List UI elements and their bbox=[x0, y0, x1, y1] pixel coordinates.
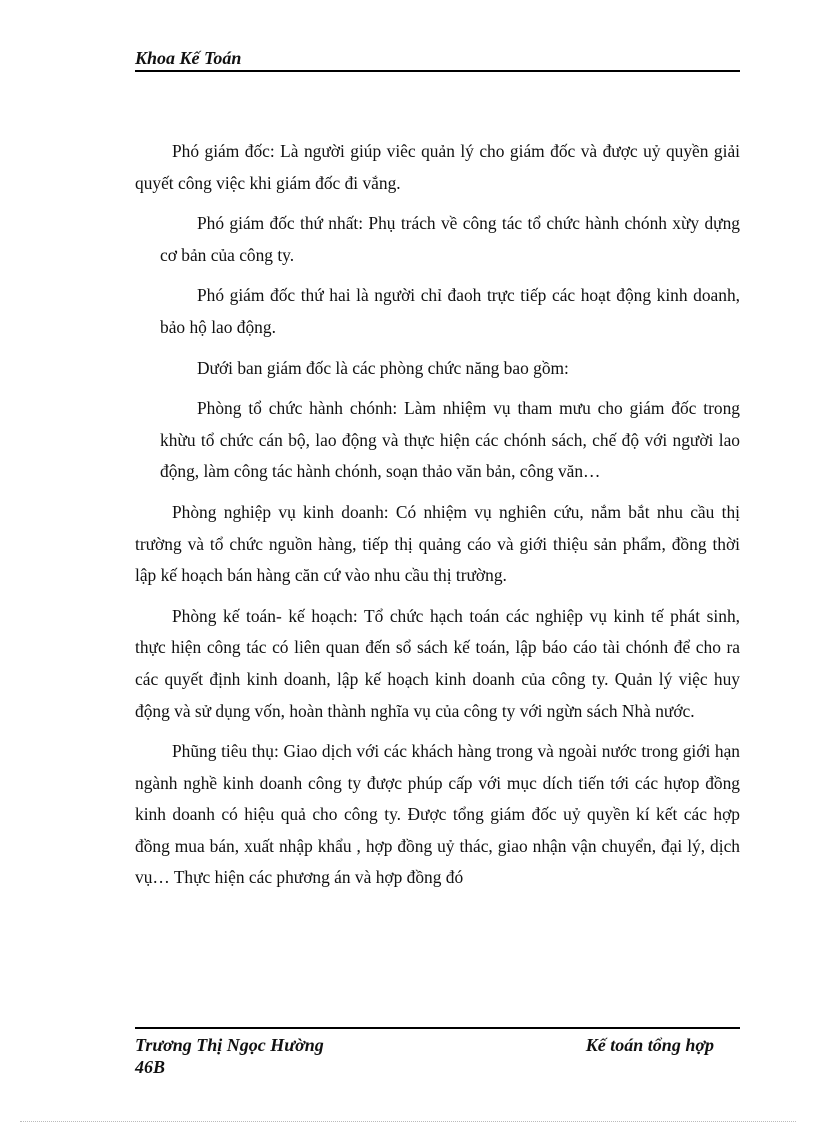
department-title: Khoa Kế Toán bbox=[135, 48, 242, 68]
paragraph-sales-department: Phũng tiêu thụ: Giao dịch với các khách hàng trong và ngoài nước trong giới hạn ngành nghề kinh doanh công ty được phúp cấp với mục dích tiến tới các hựop đồng kinh doanh có hiệu quả cho công ty. Được tổng giám đốc uỷ quyền kí kết các hợp đồng mua bán, xuất nhập khẩu , hợp đồng uỷ thác, giao nhận vận chuyển, đại lý, dịch vụ… Thực hiện các phương án và hợp đồng đó bbox=[135, 741, 740, 888]
paragraph-first-vice-director: Phó giám đốc thứ nhất: Phụ trách về công tác tổ chức hành chónh xừy dựng cơ bản của công ty. bbox=[160, 213, 740, 265]
paragraph-admin-department: Phòng tổ chức hành chónh: Làm nhiệm vụ tham mưu cho giám đốc trong khừu tổ chức cán bộ, lao động và thực hiện các chónh sách, chế độ với người lao động, làm công tác hành chónh, soạn thảo văn bản, công văn… bbox=[160, 398, 740, 482]
document-body bbox=[135, 136, 740, 903]
paragraph-second-vice-director: Phó giám đốc thứ hai là người chỉ đaoh trực tiếp các hoạt động kinh doanh, bảo hộ lao động. bbox=[160, 285, 740, 337]
page-edge-divider bbox=[20, 1121, 796, 1122]
page-header bbox=[135, 48, 740, 72]
class-code: 46B bbox=[135, 1057, 166, 1077]
subject-title: Kế toán tổng hợp bbox=[585, 1035, 714, 1055]
paragraph-business-department: Phòng nghiệp vụ kinh doanh: Có nhiệm vụ nghiên cứu, nắm bắt nhu cầu thị trường và tổ chức nguồn hàng, tiếp thị quảng cáo và giới thiệu sản phẩm, đồng thời lập kế hoạch bán hàng căn cứ vào nhu cầu thị trường. bbox=[135, 501, 740, 586]
paragraph-accounting-department: Phòng kế toán- kế hoạch: Tổ chức hạch toán các nghiệp vụ kinh tế phát sinh, thực hiện công tác có liên quan đến sổ sách kế toán, lập báo cáo tài chónh để cho ra các quyết định kinh doanh, lập kế hoạch kinh doanh của công ty. Quản lý việc huy động và sử dụng vốn, hoàn thành nghĩa vụ của công ty với ngừn sách Nhà nước. bbox=[135, 605, 740, 721]
paragraph-vice-director: Phó giám đốc: Là người giúp viêc quản lý cho giám đốc và được uỷ quyền giải quyết công việc khi giám đốc đi vắng. bbox=[135, 141, 740, 193]
page-footer bbox=[135, 1027, 740, 1078]
paragraph-departments-intro: Dưới ban giám đốc là các phòng chức năng bao gồm: bbox=[197, 357, 569, 378]
author-name: Trương Thị Ngọc Hường bbox=[135, 1035, 324, 1055]
footer-row bbox=[135, 1034, 740, 1056]
